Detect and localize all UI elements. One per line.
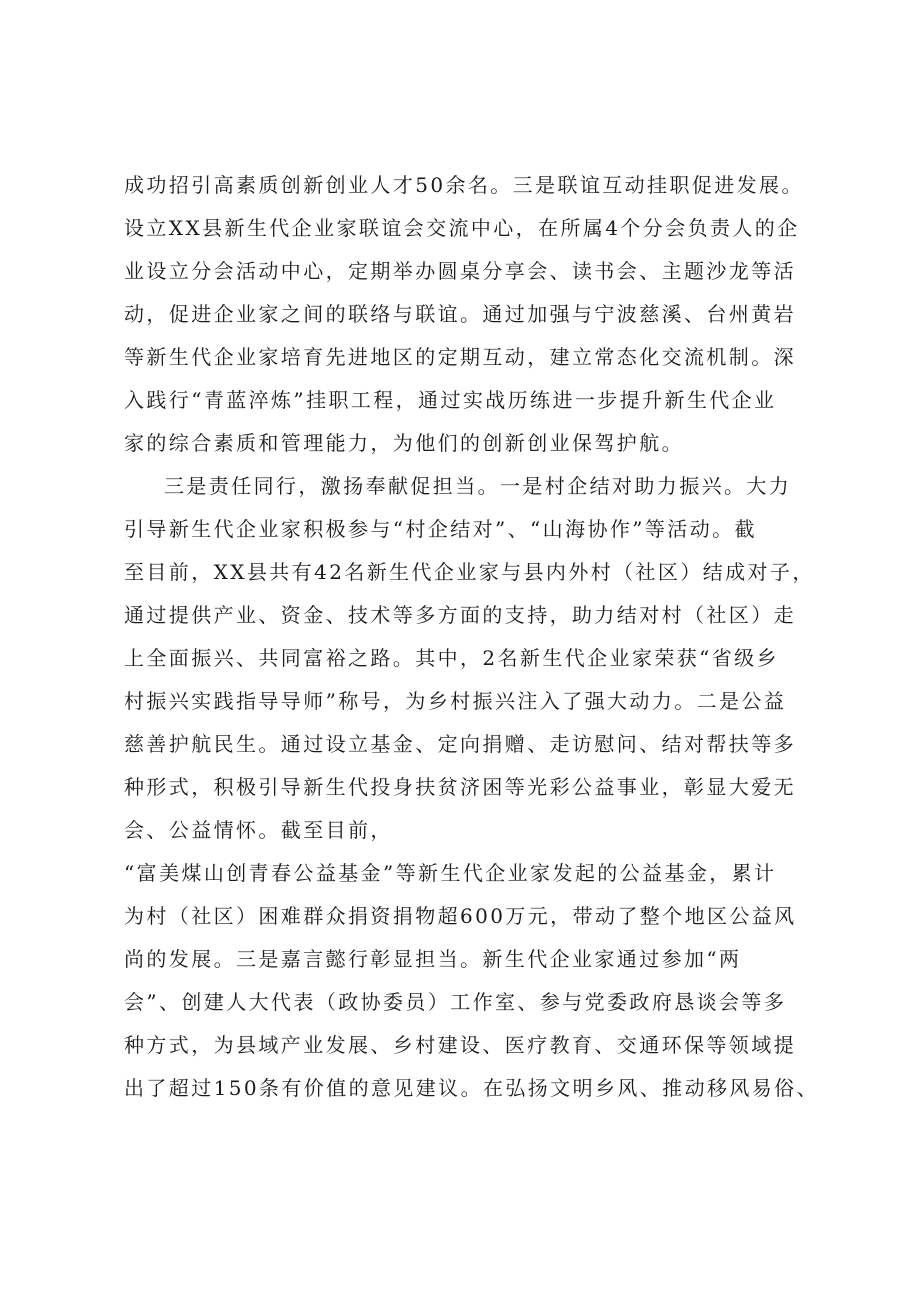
text-line: 业设立分会活动中心，定期举办圆桌分享会、读书会、主题沙龙等活 [124, 259, 796, 283]
text-line: 上全面振兴、共同富裕之路。其中，2名新生代企业家荣获“省级乡 [124, 646, 779, 670]
text-line: 入践行“青蓝淬炼”挂职工程，通过实战历练进一步提升新生代企业 [124, 388, 777, 412]
text-line: 慈善护航民生。通过设立基金、定向捐赠、走访慰问、结对帮扶等多 [124, 732, 796, 756]
paragraph-start-line: 三是责任同行，激扬奉献促担当。一是村企结对助力振兴。大力 [164, 474, 792, 498]
text-line: 种方式，为县域产业发展、乡村建设、医疗教育、交通环保等领域提 [124, 1033, 796, 1057]
text-line: “富美煤山创青春公益基金”等新生代企业家发起的公益基金，累计 [124, 861, 777, 885]
text-line: 通过提供产业、资金、技术等多方面的支持，助力结对村（社区）走 [124, 603, 796, 627]
text-line: 至目前，XX县共有42名新生代企业家与县内外村（社区）结成对子， [124, 560, 815, 584]
text-line: 等新生代企业家培育先进地区的定期互动，建立常态化交流机制。深 [124, 345, 796, 369]
text-line: 成功招引高素质创新创业人才50余名。三是联谊互动挂职促进发展。 [124, 173, 804, 197]
text-line: 设立XX县新生代企业家联谊会交流中心，在所属4个分会负责人的企 [124, 216, 800, 240]
text-line: 为村（社区）困难群众捐资捐物超600万元，带动了整个地区公益风 [124, 904, 797, 928]
text-line: 会、公益情怀。截至目前， [124, 818, 393, 842]
text-line: 种形式，积极引导新生代投身扶贫济困等光彩公益事业，彰显大爱无 [124, 775, 796, 799]
text-line: 尚的发展。三是嘉言懿行彰显担当。新生代企业家通过参加“两 [124, 947, 742, 971]
text-line: 家的综合素质和管理能力，为他们的创新创业保驾护航。 [124, 431, 684, 455]
text-line: 动，促进企业家之间的联络与联谊。通过加强与宁波慈溪、台州黄岩 [124, 302, 796, 326]
text-line: 村振兴实践指导导师”称号，为乡村振兴注入了强大动力。二是公益 [124, 689, 787, 713]
text-line: 出了超过150条有价值的意见建议。在弘扬文明乡风、推动移风易俗、 [124, 1076, 819, 1100]
text-line: 会”、创建人大代表（政协委员）工作室、参与党委政府恳谈会等多 [124, 990, 787, 1014]
text-line: 引导新生代企业家积极参与“村企结对”、“山海协作”等活动。截 [124, 517, 757, 541]
